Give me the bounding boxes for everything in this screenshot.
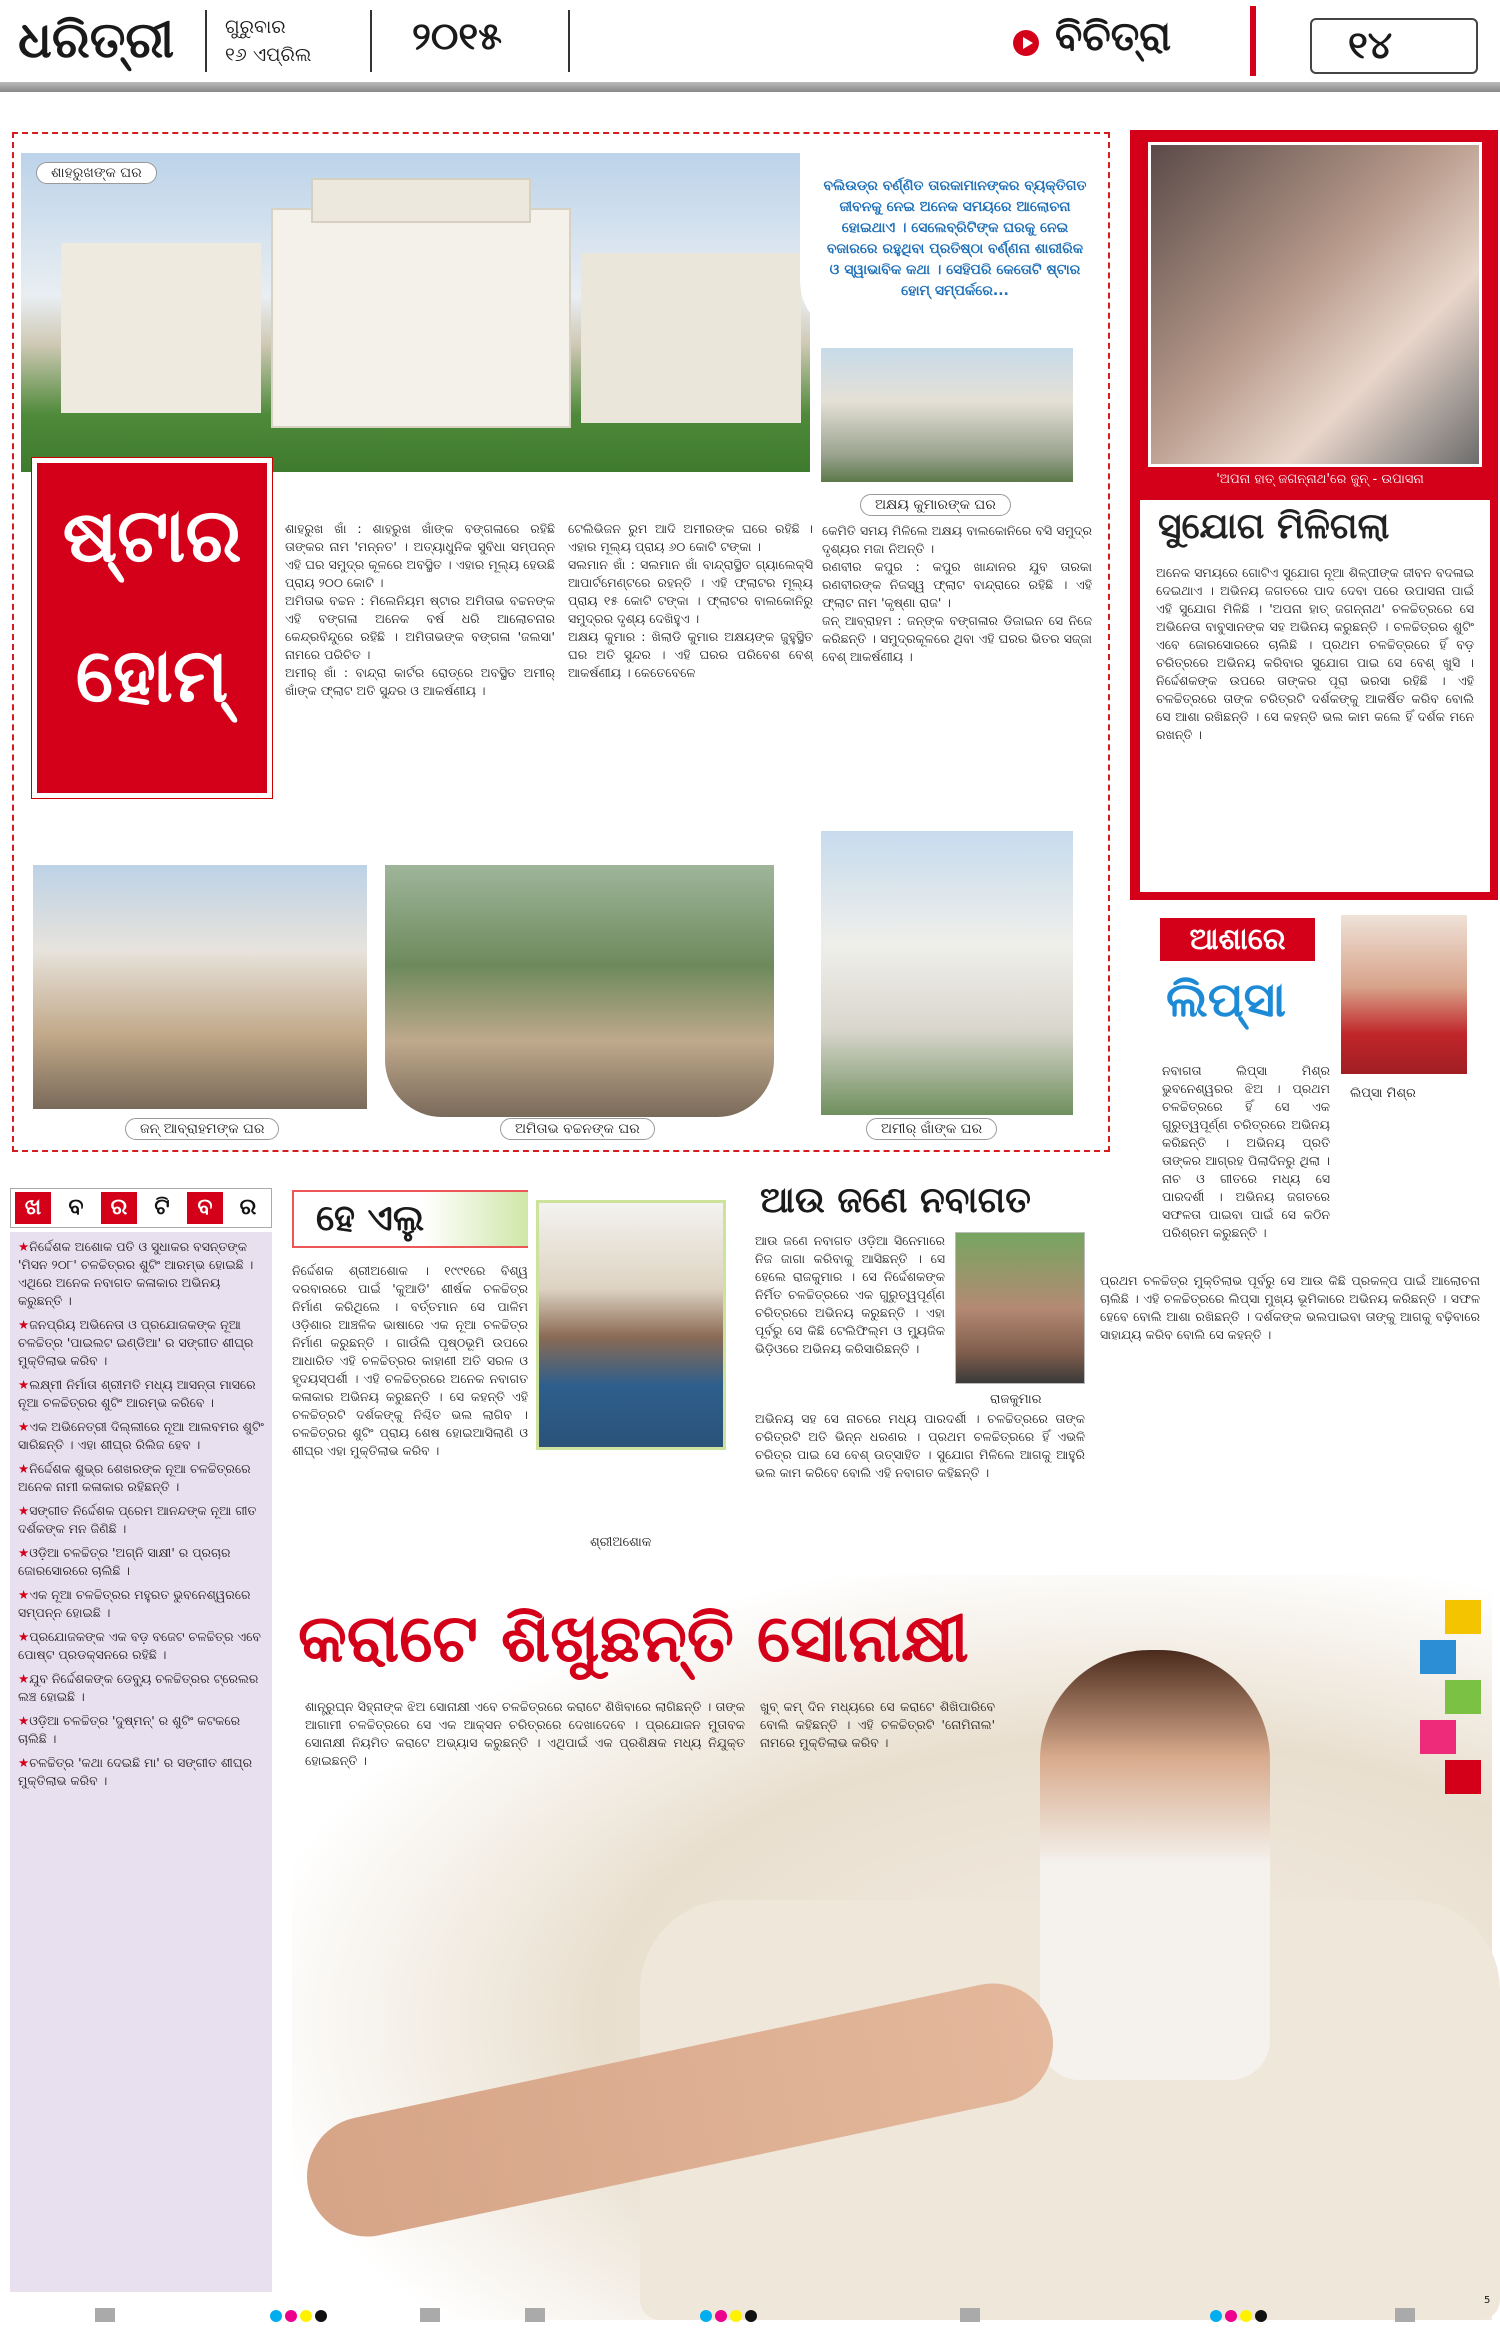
reg-mark xyxy=(1255,2310,1267,2322)
page-number: ୧୪ xyxy=(1348,23,1393,67)
lipsa-title-box xyxy=(1160,918,1320,1048)
khabar-item-text: ଲକ୍ଷ୍ମୀ ନିର୍ମାତା ଶ୍ରୀମତି ମଧ୍ୟ ଆସନ୍ତା ମାସରେ ନୂଆ ଚଳଚ୍ଚିତ୍ରର ଶୁଟିଂ ଆରମ୍ଭ କରିବେ । xyxy=(18,1377,256,1410)
brand-logo: ଧରିତ୍ରୀ xyxy=(18,10,175,69)
reg-mark xyxy=(1225,2310,1237,2322)
suyog-text-panel xyxy=(1140,500,1490,892)
khabar-list xyxy=(10,1232,272,2292)
decor-square xyxy=(1420,1720,1456,1754)
star-home-col1: ଶାହରୁଖ ଖାଁ : ଶାହରୁଖ ଖାଁଙ୍କ ବଙ୍ଗଳାରେ ରହିଛି ତାଙ୍କର ନାମ 'ମନ୍ନତ' । ଅତ୍ୟାଧୁନିକ ସୁବିଧା ସମ୍ପନ୍ନ ଏହି ଘର ସମୁଦ୍ର କୂଳରେ ଅବସ୍ଥିତ । ଏହାର ମୂଲ୍ୟ ହେଉଛି ପ୍ରାୟ ୨୦୦ କୋଟି । ଅମିତାଭ ବଚ୍ଚନ : ମିଲେନିୟମ ଷ୍ଟାର ଅମିତାଭ ବଚ୍ଚନଙ୍କ ଏହି ବଙ୍ଗଳା ଅନେକ ବର୍ଷ ଧରି ଆଲୋଚନାର କେନ୍ଦ୍ରବିନ୍ଦୁରେ ରହିଛି । ଅମିତାଭଙ୍କ ବଙ୍ଗଳା 'ଜଲସା' ନାମରେ ପରିଚିତ । ଅମୀର୍ ଖାଁ : ବାନ୍ଦ୍ରା କାର୍ଟର ରୋଡ୍‌ରେ ଅବସ୍ଥିତ ଅମୀର୍ ଖାଁଙ୍କ ଫ୍ଲାଟ ଅତି ସୁନ୍ଦର ଓ ଆକର୍ଷଣୀୟ । xyxy=(285,521,555,698)
decor-square xyxy=(1445,1760,1481,1794)
khabar-item: ★ପ୍ରଯୋଜକଙ୍କ ଏକ ବଡ଼ ବଜେଟ ଚଳଚ୍ଚିତ୍ର ଏବେ ପୋଷ୍ଟ ପ୍ରଡକ୍ସନରେ ରହିଛି । xyxy=(18,1629,261,1662)
sriashok-caption: ଶ୍ରୀଅଶୋକ xyxy=(590,1535,652,1550)
lipsa-body-2: ପ୍ରଥମ ଚଳଚ୍ଚିତ୍ର ମୁକ୍ତିଲାଭ ପୂର୍ବରୁ ସେ ଆଉ କିଛି ପ୍ରକଳ୍ପ ପାଇଁ ଆଲୋଚନା ଚାଲିଛି । ଏହି ଚଳଚ୍ଚିତ୍ରରେ ଲିପ୍ସା ମୁଖ୍ୟ ଭୂମିକାରେ ଅଭିନୟ କରିଛନ୍ତି । ସଫଳ ହେବେ ବୋଲି ଆଶା ରଖିଛନ୍ତି । ଦର୍ଶକଙ୍କ ଭଲପାଇବା ତାଙ୍କୁ ଆଗକୁ ବଢ଼ିବାରେ ସାହାଯ୍ୟ କରିବ ବୋଲି ସେ କହନ୍ତି । xyxy=(1100,1273,1480,1342)
khabar-item-text: ନିର୍ଦ୍ଦେଶକ ଅଶୋକ ପତି ଓ ସୁଧାକର ବସନ୍ତଙ୍କ 'ମିସନ ୨୦୮' ଚଳଚ୍ଚିତ୍ରର ଶୁଟିଂ ଆରମ୍ଭ ହୋଇଛି । ଏଥିରେ ଅନେକ ନବାଗତ କଳାକାର ଅଭିନୟ କରୁଛନ୍ତି । xyxy=(18,1239,254,1308)
reg-mark xyxy=(1210,2310,1222,2322)
decor-square xyxy=(1445,1680,1481,1714)
nabagata-title: ଆଉ ଜଣେ ନବାଗତ xyxy=(760,1180,1031,1221)
lipsa-photo xyxy=(1338,912,1470,1077)
masthead-day: ଗୁରୁବାର xyxy=(225,16,286,38)
star-home-col3: କେମିତି ସମୟ ମିଳିଲେ ଅକ୍ଷୟ ବାଲକୋନିରେ ବସି ସମୁଦ୍ର ଦୃଶ୍ୟର ମଜା ନିଅନ୍ତି । ରଣବୀର କପୁର : କପୁର ଖାନ୍ଦାନର ଯୁବ ତାରକା ରଣବୀରଙ୍କ ନିଜସ୍ୱ ଫ୍ଲାଟ ବାନ୍ଦ୍ରାରେ ରହିଛି । ଏହି ଫ୍ଲାଟ ନାମ 'କୃଷ୍ଣା ରାଜ' । ଜନ୍ ଆବ୍ରାହମ : ଜନ୍‌ଙ୍କ ବଙ୍ଗଳାର ଡିଜାଇନ ସେ ନିଜେ କରିଛନ୍ତି । ସମୁଦ୍ରକୂଳରେ ଥିବା ଏହି ଘରର ଭିତର ସଜ୍ଜା ବେଶ୍ ଆକର୍ଷଣୀୟ । xyxy=(822,523,1092,664)
play-icon xyxy=(1013,30,1039,56)
rajkumar-photo xyxy=(955,1232,1085,1384)
lipsa-caption: ଲିପ୍ସା ମିଶ୍ର xyxy=(1350,1086,1416,1101)
sonakshi-body: ଶାନ୍ତ୍ରୁଘ୍ନ ସିହ୍ନାଙ୍କ ଝିଅ ସୋନାକ୍ଷୀ ଏବେ ଚଳଚ୍ଚିତ୍ରରେ କରାଟେ ଶିଖିବାରେ ଲାଗିଛନ୍ତି । ତାଙ୍କ ଆଗାମୀ ଚଳଚ୍ଚିତ୍ରରେ ସେ ଏକ ଆକ୍ସନ ଚରିତ୍ରରେ ଦେଖାଦେବେ । ପ୍ରଯୋଜନ ମୁତାବକ ସୋନାକ୍ଷୀ ନିୟମିତ କରାଟେ ଅଭ୍ୟାସ କରୁଛନ୍ତି । ଏଥିପାଇଁ ଏକ ପ୍ରଶିକ୍ଷକ ମଧ୍ୟ ନିଯୁକ୍ତ ହୋଇଛନ୍ତି । xyxy=(305,1699,745,1768)
lipsa-title-line2: ଲିପ୍ସା xyxy=(1166,972,1286,1028)
decor-square xyxy=(1445,1600,1481,1634)
print-bar xyxy=(960,2308,980,2322)
khabar-letter-2: ବ xyxy=(58,1192,94,1224)
khabar-item-text: ଜନପ୍ରିୟ ଅଭିନେତା ଓ ପ୍ରଯୋଜକଙ୍କ ନୂଆ ଚଳଚ୍ଚିତ୍ର 'ପାଇଲଟ ଇଣ୍ଡିଆ' ର ସଙ୍ଗୀତ ଶୀଘ୍ର ମୁକ୍ତିଲାଭ କରିବ । xyxy=(18,1317,254,1368)
aamir-house-photo xyxy=(818,828,1076,1118)
khabar-item-text: ଏକ ଅଭିନେତ୍ରୀ ଦିଲ୍ଲୀରେ ନୂଆ ଆଲବମର ଶୁଟିଂ ସାରିଛନ୍ତି । ଏହା ଶୀଘ୍ର ରିଲିଜ ହେବ । xyxy=(18,1419,264,1452)
lipsa-body: ନବାଗତା ଲିପ୍ସା ମିଶ୍ର ଭୁବନେଶ୍ୱରର ଝିଅ । ପ୍ରଥମ ଚଳଚ୍ଚିତ୍ରରେ ହିଁ ସେ ଏକ ଗୁରୁତ୍ୱପୂର୍ଣ୍ଣ ଚରିତ୍ରରେ ଅଭିନୟ କରିଛନ୍ତି । ଅଭିନୟ ପ୍ରତି ତାଙ୍କର ଆଗ୍ରହ ପିଲାଦିନରୁ ଥିଲା । ନାଚ ଓ ଗୀତରେ ମଧ୍ୟ ସେ ପାରଦର୍ଶୀ । ଅଭିନୟ ଜଗତରେ ସଫଳତା ପାଇବା ପାଇଁ ସେ କଠିନ ପରିଶ୍ରମ କରୁଛନ୍ତି । xyxy=(1162,1063,1330,1240)
amitabh-house-caption: ଅମିତାଭ ବଚ୍ଚନଙ୍କ ଘର xyxy=(500,1118,655,1140)
star-home-col2: ଟେଲିଭିଜନ ରୁମ ଆଦି ଅମୀରଙ୍କ ଘରେ ରହିଛି । ଏହାର ମୂଲ୍ୟ ପ୍ରାୟ ୬୦ କୋଟି ଟଙ୍କା । ସଲମାନ ଖାଁ : ସଲମାନ ଖାଁ ବାନ୍ଦ୍ରାସ୍ଥିତ ଗ୍ୟାଲେକ୍ସି ଆପାର୍ଟମେଣ୍ଟରେ ରହନ୍ତି । ଏହି ଫ୍ଲାଟର ମୂଲ୍ୟ ପ୍ରାୟ ୧୫ କୋଟି ଟଙ୍କା । ଫ୍ଲାଟର ବାଲକୋନିରୁ ସମୁଦ୍ରର ଦୃଶ୍ୟ ଦେଖିହୁଏ । ଅକ୍ଷୟ କୁମାର : ଖିଲାଡି କୁମାର ଅକ୍ଷୟଙ୍କ ଜୁହୁସ୍ଥିତ ଘର ଅତି ସୁନ୍ଦର । ଏହି ଘରର ପରିବେଶ ବେଶ୍ ଆକର୍ଷଣୀୟ । କେତେବେଳେ xyxy=(568,521,813,680)
reg-mark xyxy=(700,2310,712,2322)
page-footer-number: 5 xyxy=(1484,2295,1491,2306)
sonakshi-title: କରାଟେ ଶିଖୁଛନ୍ତି ସୋନାକ୍ଷୀ xyxy=(298,1600,969,1677)
khabar-item-text: ନିର୍ଦ୍ଦେଶକ ଶୁଭ୍ର ଶେଖରଙ୍କ ନୂଆ ଚଳଚ୍ଚିତ୍ରରେ ଅନେକ ନାମୀ କଳାକାର ରହିଛନ୍ତି । xyxy=(18,1461,251,1494)
khabar-item: ★ଓଡ଼ିଆ ଚଳଚ୍ଚିତ୍ର 'ଦୁଷ୍ମନ୍' ର ଶୁଟିଂ କଟକରେ ଚାଲିଛି । xyxy=(18,1713,241,1746)
aamir-house-caption: ଅମୀର୍ ଖାଁଙ୍କ ଘର xyxy=(866,1118,997,1140)
khabar-letter-5: ବ xyxy=(187,1192,223,1224)
reg-mark xyxy=(745,2310,757,2322)
star-home-title-line2: ହୋମ୍ xyxy=(75,633,229,719)
khabar-item: ★ନିର୍ଦ୍ଦେଶକ ଅଶୋକ ପତି ଓ ସୁଧାକର ବସନ୍ତଙ୍କ 'ମିସନ ୨୦୮' ଚଳଚ୍ଚିତ୍ରର ଶୁଟିଂ ଆରମ୍ଭ ହୋଇଛି । ଏଥିରେ ଅନେକ ନବାଗତ କଳାକାର ଅଭିନୟ କରୁଛନ୍ତି । xyxy=(18,1239,254,1308)
sonakshi-body-2: ଖୁବ୍ କମ୍ ଦିନ ମଧ୍ୟରେ ସେ କରାଟେ ଶିଖିପାରିବେ ବୋଲି କହିଛନ୍ତି । ଏହି ଚଳଚ୍ଚିତ୍ରଟି 'ନୋମିନାଲ' ନାମରେ ମୁକ୍ତିଲାଭ କରିବ । xyxy=(760,1699,995,1750)
khabar-item-text: ସଙ୍ଗୀତ ନିର୍ଦ୍ଦେଶକ ପ୍ରେମ ଆନନ୍ଦଙ୍କ ନୂଆ ଗୀତ ଦର୍ଶକଙ୍କ ମନ ଜିଣିଛି । xyxy=(18,1503,257,1536)
print-bar xyxy=(525,2308,545,2322)
print-bar xyxy=(1395,2308,1415,2322)
reg-mark xyxy=(270,2310,282,2322)
star-home-intro xyxy=(800,150,1108,340)
khabar-item: ★ଏକ ଅଭିନେତ୍ରୀ ଦିଲ୍ଲୀରେ ନୂଆ ଆଲବମର ଶୁଟିଂ ସାରିଛନ୍ତି । ଏହା ଶୀଘ୍ର ରିଲିଜ ହେବ । xyxy=(18,1419,264,1452)
reg-mark xyxy=(300,2310,312,2322)
khabar-item: ★ଏକ ନୂଆ ଚଳଚ୍ଚିତ୍ରର ମହୁରତ ଭୁବନେଶ୍ୱରରେ ସମ୍ପନ୍ନ ହୋଇଛି । xyxy=(18,1587,251,1620)
khabar-header xyxy=(10,1188,272,1228)
sriashok-photo xyxy=(536,1200,726,1450)
masthead-date: ୧୬ ଏପ୍ରିଲ xyxy=(225,44,312,66)
khabar-letter-4: ଟି xyxy=(144,1192,180,1224)
khabar-letter-3: ର xyxy=(101,1192,137,1224)
masthead xyxy=(0,0,1500,95)
reg-mark xyxy=(285,2310,297,2322)
khabar-item-text: ପ୍ରଯୋଜକଙ୍କ ଏକ ବଡ଼ ବଜେଟ ଚଳଚ୍ଚିତ୍ର ଏବେ ପୋଷ୍ଟ ପ୍ରଡକ୍ସନରେ ରହିଛି । xyxy=(18,1629,261,1662)
khabar-item: ★ଯୁବ ନିର୍ଦ୍ଦେଶକଙ୍କ ଡେବ୍ୟୁ ଚଳଚ୍ଚିତ୍ରର ଟ୍ରେଲର ଲଞ୍ଚ ହୋଇଛି । xyxy=(18,1671,259,1704)
khabar-item: ★ଲକ୍ଷ୍ମୀ ନିର୍ମାତା ଶ୍ରୀମତି ମଧ୍ୟ ଆସନ୍ତା ମାସରେ ନୂଆ ଚଳଚ୍ଚିତ୍ରର ଶୁଟିଂ ଆରମ୍ଭ କରିବେ । xyxy=(18,1377,256,1410)
reg-mark xyxy=(730,2310,742,2322)
akshay-house-photo xyxy=(818,345,1076,485)
shahrukh-house-photo xyxy=(18,150,813,475)
khabar-item-text: ଏକ ନୂଆ ଚଳଚ୍ଚିତ୍ରର ମହୁରତ ଭୁବନେଶ୍ୱରରେ ସମ୍ପନ୍ନ ହୋଇଛି । xyxy=(18,1587,251,1620)
star-home-title-line1: ଷ୍ଟାର xyxy=(62,493,242,579)
khabar-letter-1: ଖ xyxy=(15,1192,51,1224)
amitabh-house-photo xyxy=(382,862,777,1120)
john-house-caption: ଜନ୍ ଆବ୍ରାହମଙ୍କ ଘର xyxy=(125,1118,279,1140)
lipsa-title-line1: ଆଶାରେ xyxy=(1160,918,1315,961)
decor-square xyxy=(1420,1640,1456,1674)
khabar-item: ★ଜନପ୍ରିୟ ଅଭିନେତା ଓ ପ୍ରଯୋଜକଙ୍କ ନୂଆ ଚଳଚ୍ଚିତ୍ର 'ପାଇଲଟ ଇଣ୍ଡିଆ' ର ସଙ୍ଗୀତ ଶୀଘ୍ର ମୁକ୍ତିଲାଭ କରିବ । xyxy=(18,1317,254,1368)
page-number-tab xyxy=(1310,18,1478,74)
section-title: ବିଚିତ୍ରା xyxy=(1055,14,1172,60)
khabar-letter-6: ର xyxy=(230,1192,266,1224)
khabar-item-text: ଓଡ଼ିଆ ଚଳଚ୍ଚିତ୍ର 'ଦୁଷ୍ମନ୍' ର ଶୁଟିଂ କଟକରେ ଚାଲିଛି । xyxy=(18,1713,241,1746)
he-elu-title: ହେ ଏଲୁ xyxy=(316,1198,425,1239)
reg-mark xyxy=(315,2310,327,2322)
model-silhouette xyxy=(1040,1650,1270,2080)
nabagata-body: ଆଉ ଜଣେ ନବାଗତ ଓଡ଼ିଆ ସିନେମାରେ ନିଜ ଜାଗା କରିବାକୁ ଆସିଛନ୍ତି । ସେ ହେଲେ ରାଜକୁମାର । ସେ ନିର୍ଦ୍ଦେଶକଙ୍କ ନିର୍ମିତ ଚଳଚ୍ଚିତ୍ରରେ ଏକ ଗୁରୁତ୍ୱପୂର୍ଣ୍ଣ ଚରିତ୍ରରେ ଅଭିନୟ କରୁଛନ୍ତି । ଏହା ପୂର୍ବରୁ ସେ କିଛି ଟେଲିଫିଲ୍ମ ଓ ମ୍ୟୁଜିକ ଭିଡ଼ିଓରେ ଅଭିନୟ କରିସାରିଛନ୍ତି । xyxy=(755,1233,945,1356)
couple-photo-caption: 'ଅପନା ହାତ୍ ଜଗନ୍ନାଥ'ରେ ଜୁନ୍ - ଉପାସନା xyxy=(1216,472,1424,487)
masthead-year: ୨୦୧୫ xyxy=(412,14,502,58)
star-home-intro-text: ବଲିଉଡ୍‌ର ବର୍ଣ୍ଣିତ ତାରକାମାନଙ୍କର ବ୍ୟକ୍ତିଗତ ଜୀବନକୁ ନେଇ ଅନେକ ସମୟରେ ଆଲୋଚନା ହୋଇଥାଏ । ସେଲେବ୍ରିଟିଙ୍କ ଘରକୁ ନେଇ ବଜାରରେ ରହୁଥିବା ପ୍ରତିଷ୍ଠା ବର୍ଣ୍ଣନା ଶାରୀରିକ ଓ ସ୍ୱାଭାବିକ କଥା । ସେହିପରି କେତୋଟି ଷ୍ଟାର ହୋମ୍ ସମ୍ପର୍କରେ... xyxy=(823,178,1087,299)
khabar-item: ★ଚଳଚ୍ଚିତ୍ର 'କଥା ଦେଇଛି ମା' ର ସଙ୍ଗୀତ ଶୀଘ୍ର ମୁକ୍ତିଲାଭ କରିବ । xyxy=(18,1755,253,1788)
he-elu-body: ନିର୍ଦ୍ଦେଶକ ଶ୍ରୀଅଶୋକ । ୧୯୯୧ରେ ବିଶ୍ୱ ଦରବାରରେ ପାଇଁ 'କୁଆଡି' ଶୀର୍ଷକ ଚଳଚ୍ଚିତ୍ର ନିର୍ମାଣ କରିଥିଲେ । ବର୍ତ୍ତମାନ ସେ ପାଳିମ ଓଡ଼ିଶାର ଆଞ୍ଚଳିକ ଭାଷାରେ ଏକ ନୂଆ ଚଳଚ୍ଚିତ୍ର ନିର୍ମାଣ କରୁଛନ୍ତି । ଗାଉଁଲି ପୃଷ୍ଠଭୂମି ଉପରେ ଆଧାରିତ ଏହି ଚଳଚ୍ଚିତ୍ରର କାହାଣୀ ଅତି ସରଳ ଓ ହୃଦୟସ୍ପର୍ଶୀ । ଏହି ଚଳଚ୍ଚିତ୍ରରେ ଅନେକ ନବାଗତ କଳାକାର ଅଭିନୟ କରୁଛନ୍ତି । ସେ କହନ୍ତି ଏହି ଚଳଚ୍ଚିତ୍ରଟି ଦର୍ଶକଙ୍କୁ ନିଶ୍ଚିତ ଭଲ ଲାଗିବ । ଚଳଚ୍ଚିତ୍ରର ଶୁଟିଂ ପ୍ରାୟ ଶେଷ ହୋଇଆସିଲାଣି ଓ ଶୀଘ୍ର ଏହା ମୁକ୍ତିଲାଭ କରିବ । xyxy=(292,1263,528,1458)
khabar-item: ★ଓଡ଼ିଆ ଚଳଚ୍ଚିତ୍ର 'ଅଗ୍ନି ସାକ୍ଷୀ' ର ପ୍ରଚାର ଜୋରସୋରରେ ଚାଲିଛି । xyxy=(18,1545,231,1578)
khabar-item: ★ସଙ୍ଗୀତ ନିର୍ଦ୍ଦେଶକ ପ୍ରେମ ଆନନ୍ଦଙ୍କ ନୂଆ ଗୀତ ଦର୍ଶକଙ୍କ ମନ ଜିଣିଛି । xyxy=(18,1503,257,1536)
reg-mark xyxy=(715,2310,727,2322)
khabar-item: ★ନିର୍ଦ୍ଦେଶକ ଶୁଭ୍ର ଶେଖରଙ୍କ ନୂଆ ଚଳଚ୍ଚିତ୍ରରେ ଅନେକ ନାମୀ କଳାକାର ରହିଛନ୍ତି । xyxy=(18,1461,251,1494)
print-bar xyxy=(95,2308,115,2322)
couple-photo xyxy=(1148,142,1482,467)
suyog-body: ଅନେକ ସମୟରେ ଗୋଟିଏ ସୁଯୋଗ ନୂଆ ଶିଳ୍ପୀଙ୍କ ଜୀବନ ବଦଳାଇ ଦେଇଥାଏ । ଅଭିନୟ ଜଗତରେ ପାଦ ଦେବା ପରେ ଉପାସନା ପାଇଁ ଏହି ସୁଯୋଗ ମିଳିଛି । 'ଅପନା ହାତ୍ ଜଗନ୍ନାଥ' ଚଳଚ୍ଚିତ୍ରରେ ସେ ଅଭିନେତା ବାବୁସାନଙ୍କ ସହ ଅଭିନୟ କରୁଛନ୍ତି । ଚଳଚ୍ଚିତ୍ରର ଶୁଟିଂ ଏବେ ଜୋରସୋରରେ ଚାଲିଛି । ପ୍ରଥମ ଚଳଚ୍ଚିତ୍ରରେ ହିଁ ବଡ଼ ଚରିତ୍ରରେ ଅଭିନୟ କରିବାର ସୁଯୋଗ ପାଇ ସେ ବେଶ୍ ଖୁସି । ନିର୍ଦ୍ଦେଶକଙ୍କ ଉପରେ ତାଙ୍କର ପୂରା ଭରସା ରହିଛି । ଏହି ଚଳଚ୍ଚିତ୍ରରେ ତାଙ୍କ ଚରିତ୍ରଟି ଦର୍ଶକଙ୍କୁ ଆକର୍ଷିତ କରିବ ବୋଲି ସେ ଆଶା ରଖିଛନ୍ତି । ସେ କହନ୍ତି ଭଲ କାମ କଲେ ହିଁ ଦର୍ଶକ ମନେ ରଖନ୍ତି । xyxy=(1156,565,1474,742)
star-home-title-box xyxy=(32,458,272,798)
he-elu-title-bar xyxy=(292,1190,528,1248)
khabar-item-text: ଯୁବ ନିର୍ଦ୍ଦେଶକଙ୍କ ଡେବ୍ୟୁ ଚଳଚ୍ଚିତ୍ରର ଟ୍ରେଲର ଲଞ୍ଚ ହୋଇଛି । xyxy=(18,1671,259,1704)
khabar-item-text: ଓଡ଼ିଆ ଚଳଚ୍ଚିତ୍ର 'ଅଗ୍ନି ସାକ୍ଷୀ' ର ପ୍ରଚାର ଜୋରସୋରରେ ଚାଲିଛି । xyxy=(18,1545,231,1578)
akshay-house-caption: ଅକ୍ଷୟ କୁମାରଙ୍କ ଘର xyxy=(860,494,1011,516)
nabagata-body-2: ଅଭିନୟ ସହ ସେ ନାଚରେ ମଧ୍ୟ ପାରଦର୍ଶୀ । ଚଳଚ୍ଚିତ୍ରରେ ତାଙ୍କ ଚରିତ୍ରଟି ଅତି ଭିନ୍ନ ଧରଣର । ପ୍ରଥମ ଚଳଚ୍ଚିତ୍ରରେ ହିଁ ଏଭଳି ଚରିତ୍ର ପାଇ ସେ ବେଶ୍ ଉତ୍ସାହିତ । ସୁଯୋଗ ମିଳିଲେ ଆଗକୁ ଆହୁରି ଭଲ କାମ କରିବେ ବୋଲି ଏହି ନବାଗତ କହିଛନ୍ତି । xyxy=(755,1411,1085,1480)
shahrukh-house-caption: ଶାହରୁଖଙ୍କ ଘର xyxy=(36,162,157,184)
john-house-photo xyxy=(30,862,370,1112)
suyog-title: ସୁଯୋଗ ମିଳିଗଲା xyxy=(1158,506,1390,547)
khabar-item-text: ଚଳଚ୍ଚିତ୍ର 'କଥା ଦେଇଛି ମା' ର ସଙ୍ଗୀତ ଶୀଘ୍ର ମୁକ୍ତିଲାଭ କରିବ । xyxy=(18,1755,253,1788)
print-bar xyxy=(420,2308,440,2322)
rajkumar-caption: ରାଜକୁମାର xyxy=(990,1392,1042,1407)
reg-mark xyxy=(1240,2310,1252,2322)
